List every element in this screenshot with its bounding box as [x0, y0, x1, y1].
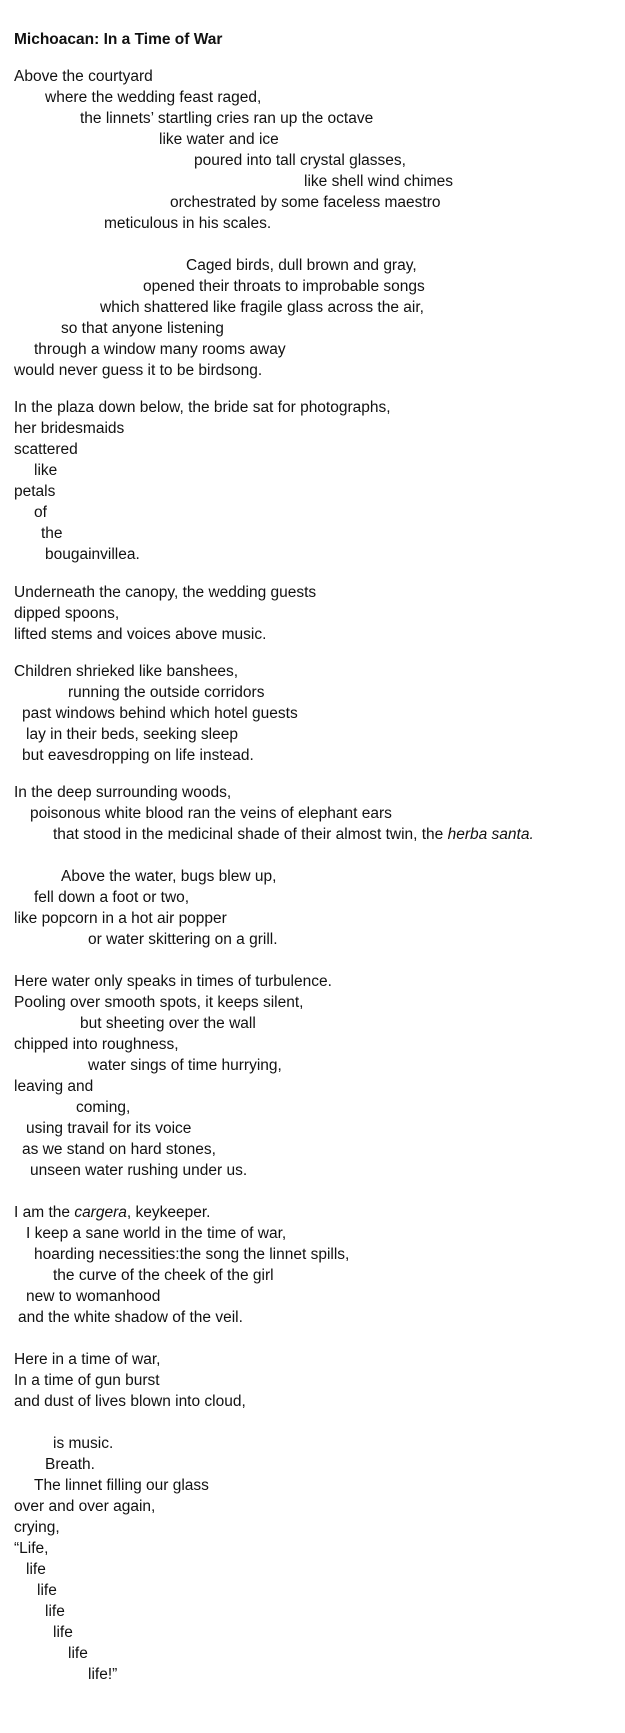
poem-line: In a time of gun burst [14, 1372, 160, 1389]
poem-line: through a window many rooms away [34, 341, 286, 358]
poem-line: like water and ice [159, 131, 279, 148]
poem-line: like shell wind chimes [304, 173, 454, 190]
poem-line: like popcorn in a hot air popper [14, 910, 227, 927]
poem-line: Pooling over smooth spots, it keeps silent, [14, 994, 304, 1011]
poem-line: orchestrated by some faceless maestro [170, 194, 441, 211]
poem-line: fell down a foot or two, [34, 889, 190, 906]
poem-line: where the wedding feast raged, [45, 89, 262, 106]
poem-line: The linnet filling our glass [34, 1477, 209, 1494]
poem-line: running the outside corridors [68, 684, 265, 701]
poem-line: poisonous white blood ran the veins of elephant ears [30, 805, 392, 822]
poem-line: poured into tall crystal glasses, [194, 152, 406, 169]
poem-line: meticulous in his scales. [104, 215, 272, 232]
poem-line: the curve of the cheek of the girl [53, 1267, 274, 1284]
poem-line: lifted stems and voices above music. [14, 626, 267, 643]
poem-line [14, 1203, 210, 1223]
poem-line: like [34, 462, 58, 479]
poem-line: chipped into roughness, [14, 1036, 179, 1053]
poem-line: but sheeting over the wall [80, 1015, 256, 1032]
poem-line: Breath. [45, 1456, 95, 1473]
poem-line: over and over again, [14, 1498, 156, 1515]
poem-line: life [53, 1624, 73, 1641]
poem-line: water sings of time hurrying, [88, 1057, 282, 1074]
poem-line-text: , keykeeper. [126, 1204, 211, 1221]
poem-line: Here water only speaks in times of turbulence. [14, 973, 332, 990]
poem-line: life [26, 1561, 46, 1578]
poem-line: past windows behind which hotel guests [22, 705, 298, 722]
poem-line: so that anyone listening [61, 320, 224, 337]
poem-title: Michoacan: In a Time of War [14, 31, 223, 48]
poem-line-text: I am the [14, 1204, 75, 1221]
poem-line: is music. [53, 1435, 114, 1452]
poem-line: I keep a sane world in the time of war, [26, 1225, 287, 1242]
poem-line: life [68, 1645, 88, 1662]
poem-line: scattered [14, 441, 78, 458]
poem-line: Children shrieked like banshees, [14, 663, 239, 680]
poem-line: dipped spoons, [14, 605, 120, 622]
poem-line: of [34, 504, 47, 521]
poem-line: Here in a time of war, [14, 1351, 161, 1368]
poem-line: her bridesmaids [14, 420, 125, 437]
poem-line: unseen water rushing under us. [30, 1162, 248, 1179]
poem-line: Underneath the canopy, the wedding guests [14, 584, 317, 601]
poem-line: Above the water, bugs blew up, [61, 868, 277, 885]
poem-line: “Life, [14, 1540, 49, 1557]
poem-line: or water skittering on a grill. [88, 931, 278, 948]
poem-line: and dust of lives blown into cloud, [14, 1393, 246, 1410]
poem-line: as we stand on hard stones, [22, 1141, 216, 1158]
poem-line [53, 825, 534, 845]
poem-line-text: that stood in the medicinal shade of their almost twin, the [53, 826, 448, 843]
poem-line: leaving and [14, 1078, 94, 1095]
poem-line: Above the courtyard [14, 68, 153, 85]
poem-line: and the white shadow of the veil. [18, 1309, 243, 1326]
poem-italic-term: herba santa. [447, 826, 534, 843]
poem-line: life!” [88, 1666, 118, 1683]
poem-line: opened their throats to improbable songs [143, 278, 425, 295]
poem-line: but eavesdropping on life instead. [22, 747, 254, 764]
poem-line: using travail for its voice [26, 1120, 192, 1137]
poem-line: bougainvillea. [45, 546, 140, 563]
poem-italic-term: cargera [74, 1204, 127, 1221]
poem-line: coming, [76, 1099, 131, 1116]
poem-line: new to womanhood [26, 1288, 161, 1305]
poem-line: petals [14, 483, 56, 500]
poem-line: would never guess it to be birdsong. [14, 362, 263, 379]
poem-line: In the plaza down below, the bride sat for photographs, [14, 399, 391, 416]
poem-line: the linnets’ startling cries ran up the octave [80, 110, 374, 127]
poem-line: life [37, 1582, 57, 1599]
poem-line: crying, [14, 1519, 60, 1536]
poem-line: lay in their beds, seeking sleep [26, 726, 238, 743]
poem-line: which shattered like fragile glass across the air, [100, 299, 424, 316]
poem-line: hoarding necessities:the song the linnet spills, [34, 1246, 350, 1263]
poem-line: Caged birds, dull brown and gray, [186, 257, 417, 274]
poem-line: the [41, 525, 63, 542]
poem-line: In the deep surrounding woods, [14, 784, 232, 801]
poem-line: life [45, 1603, 65, 1620]
